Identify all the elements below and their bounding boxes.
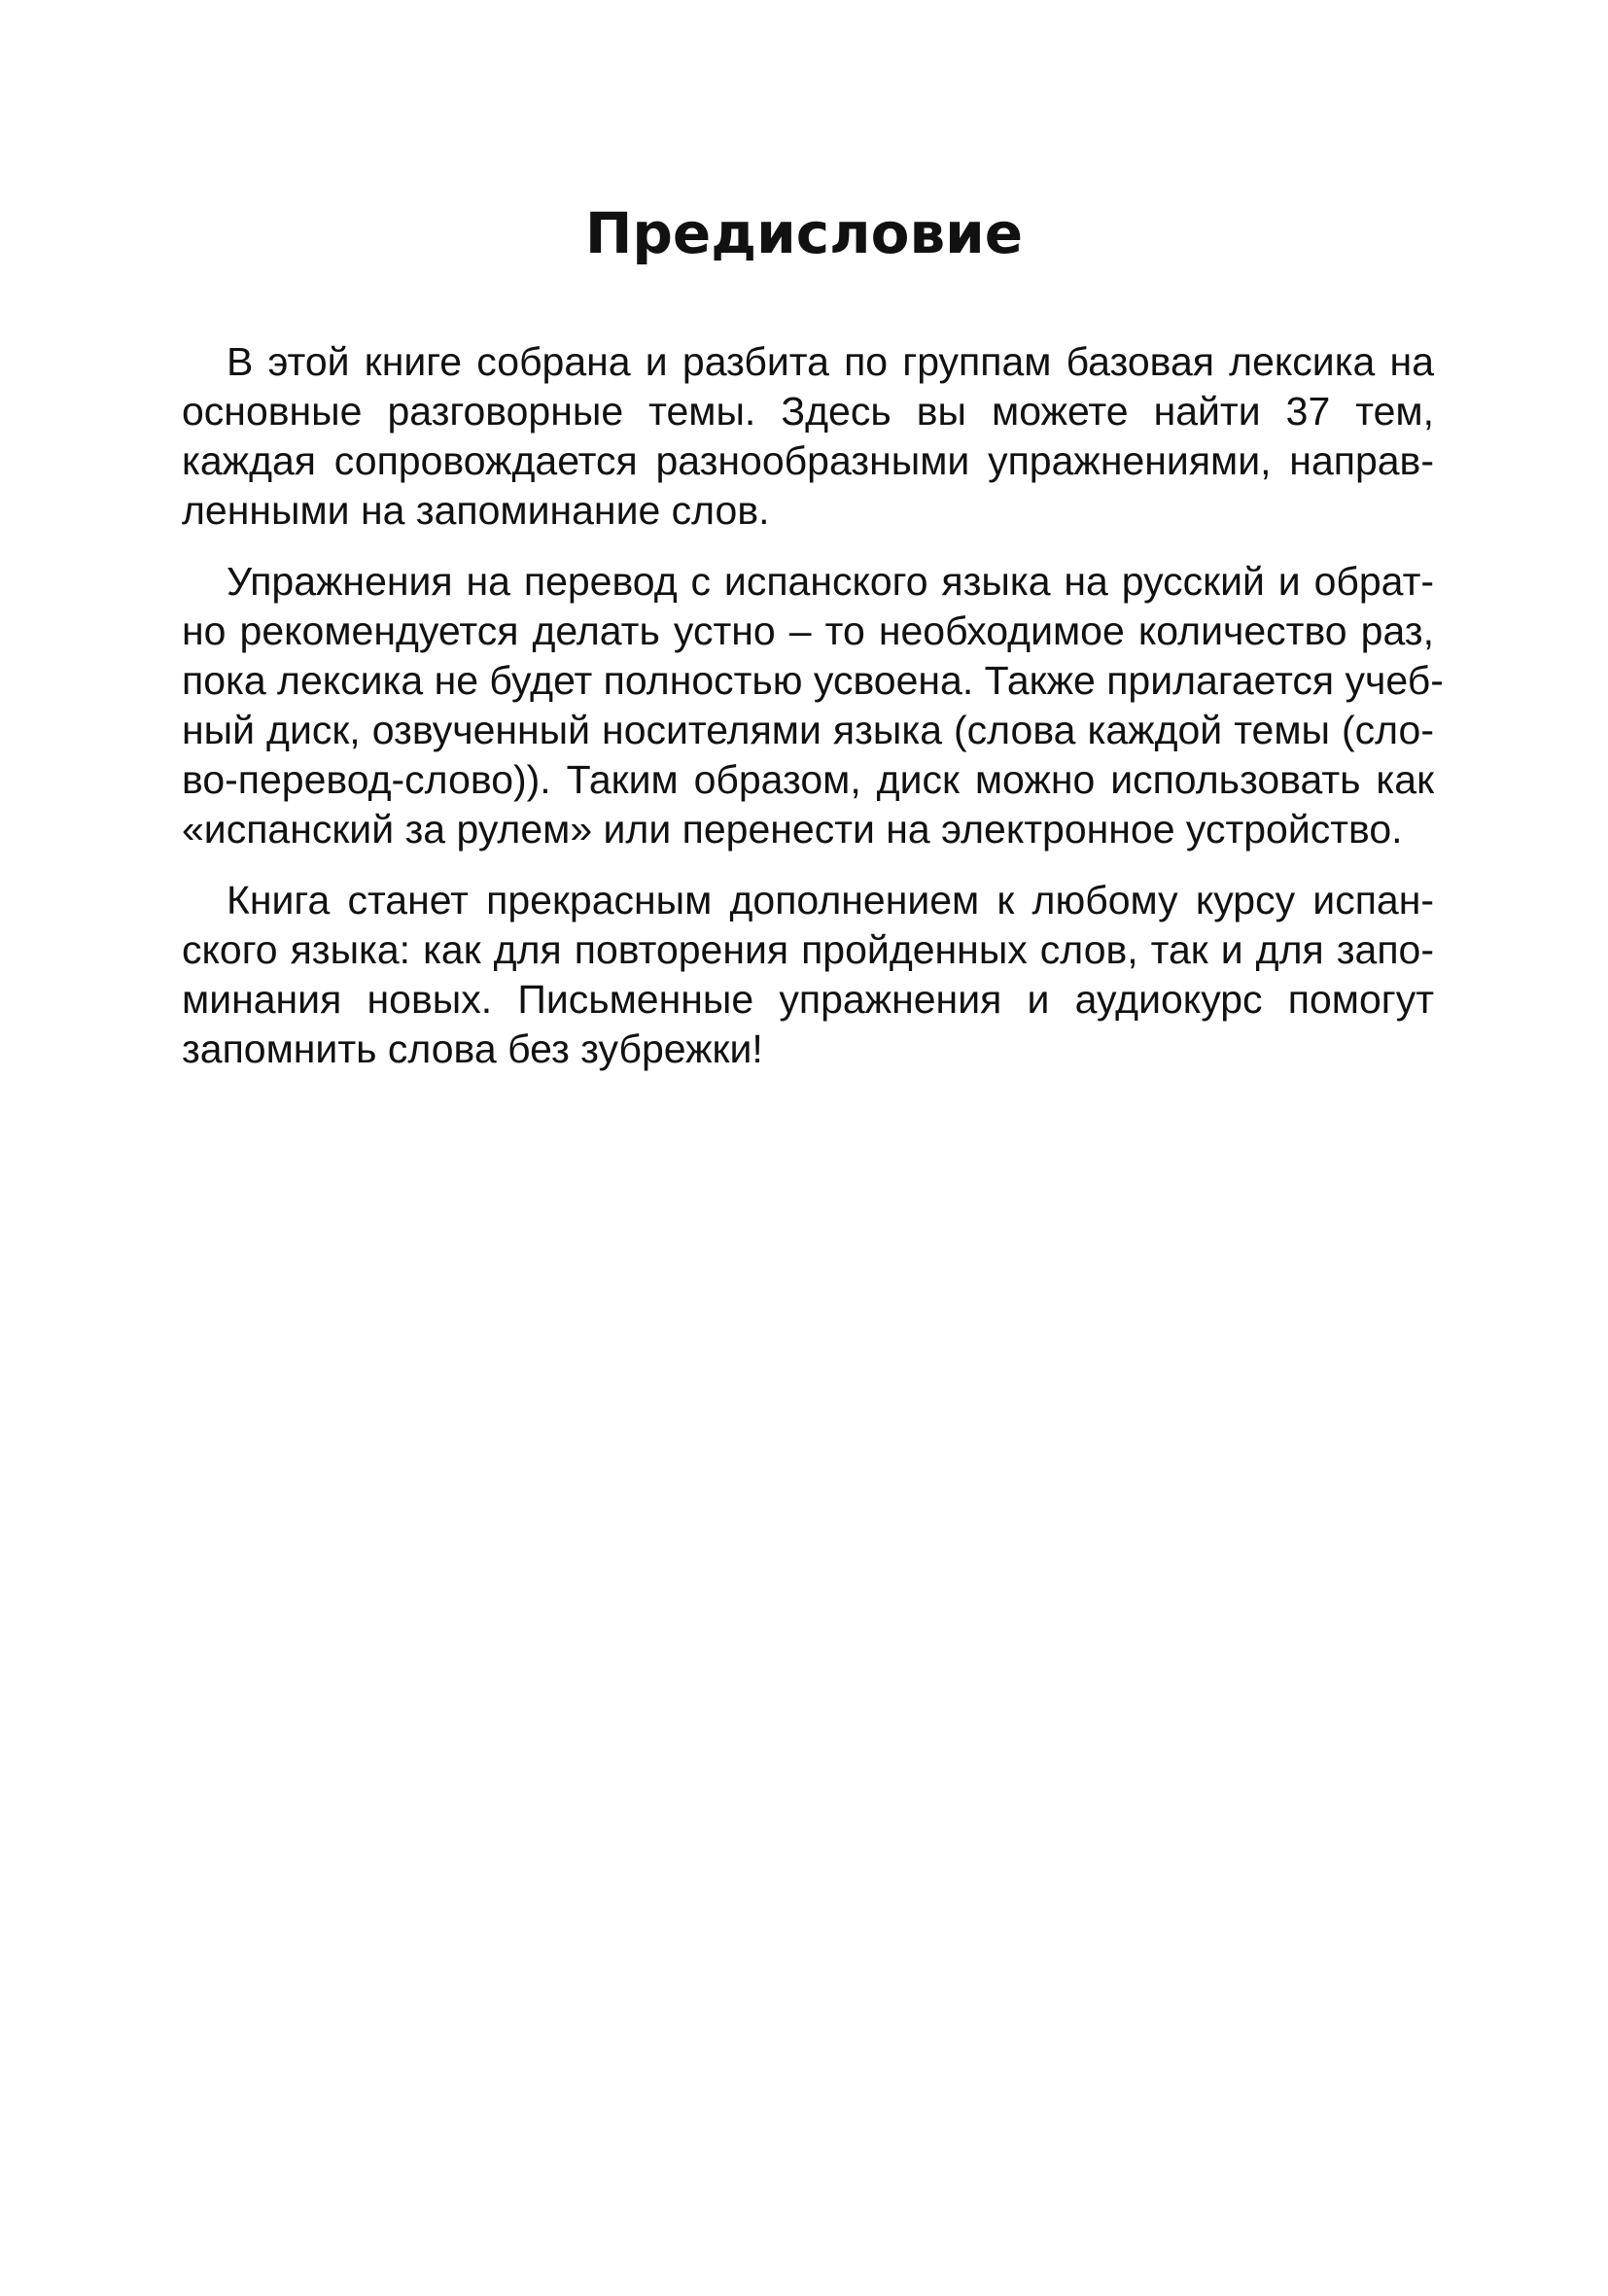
text-line: во-перевод-слово)). Таким образом, диск можно использовать как	[182, 757, 1434, 802]
paragraph-1	[182, 337, 1434, 536]
text-line: В этой книге собрана и разбита по группам базовая лексика на	[227, 339, 1434, 384]
page-title: Предисловие	[584, 200, 1024, 266]
paragraph-3	[182, 876, 1434, 1074]
text-line: но рекомендуется делать устно – то необходимое количество раз,	[182, 609, 1434, 653]
text-line: запомнить слова без зубрежки!	[182, 1026, 763, 1071]
paragraph-2	[182, 557, 1444, 854]
preface-text	[182, 337, 1444, 1096]
text-line: ского языка: как для повторения пройденных слов, так и для запо-	[182, 927, 1434, 972]
text-line: каждая сопровождается разнообразными упражнениями, направ-	[182, 438, 1434, 483]
text-line: «испанский за рулем» или перенести на электронное устройство.	[182, 807, 1403, 852]
text-line: ленными на запоминание слов.	[182, 488, 770, 533]
text-line: Книга станет прекрасным дополнением к любому курсу испан-	[227, 878, 1434, 922]
text-line: основные разговорные темы. Здесь вы можете найти 37 тем,	[182, 389, 1434, 434]
text-line: ный диск, озвученный носителями языка (слова каждой темы (сло-	[182, 708, 1434, 752]
text-line: минания новых. Письменные упражнения и аудиокурс помогут	[182, 977, 1434, 1022]
text-line: пока лексика не будет полностью усвоена. Также прилагается учеб-	[182, 658, 1444, 703]
text-line: Упражнения на перевод с испанского языка на русский и обрат-	[227, 559, 1434, 604]
